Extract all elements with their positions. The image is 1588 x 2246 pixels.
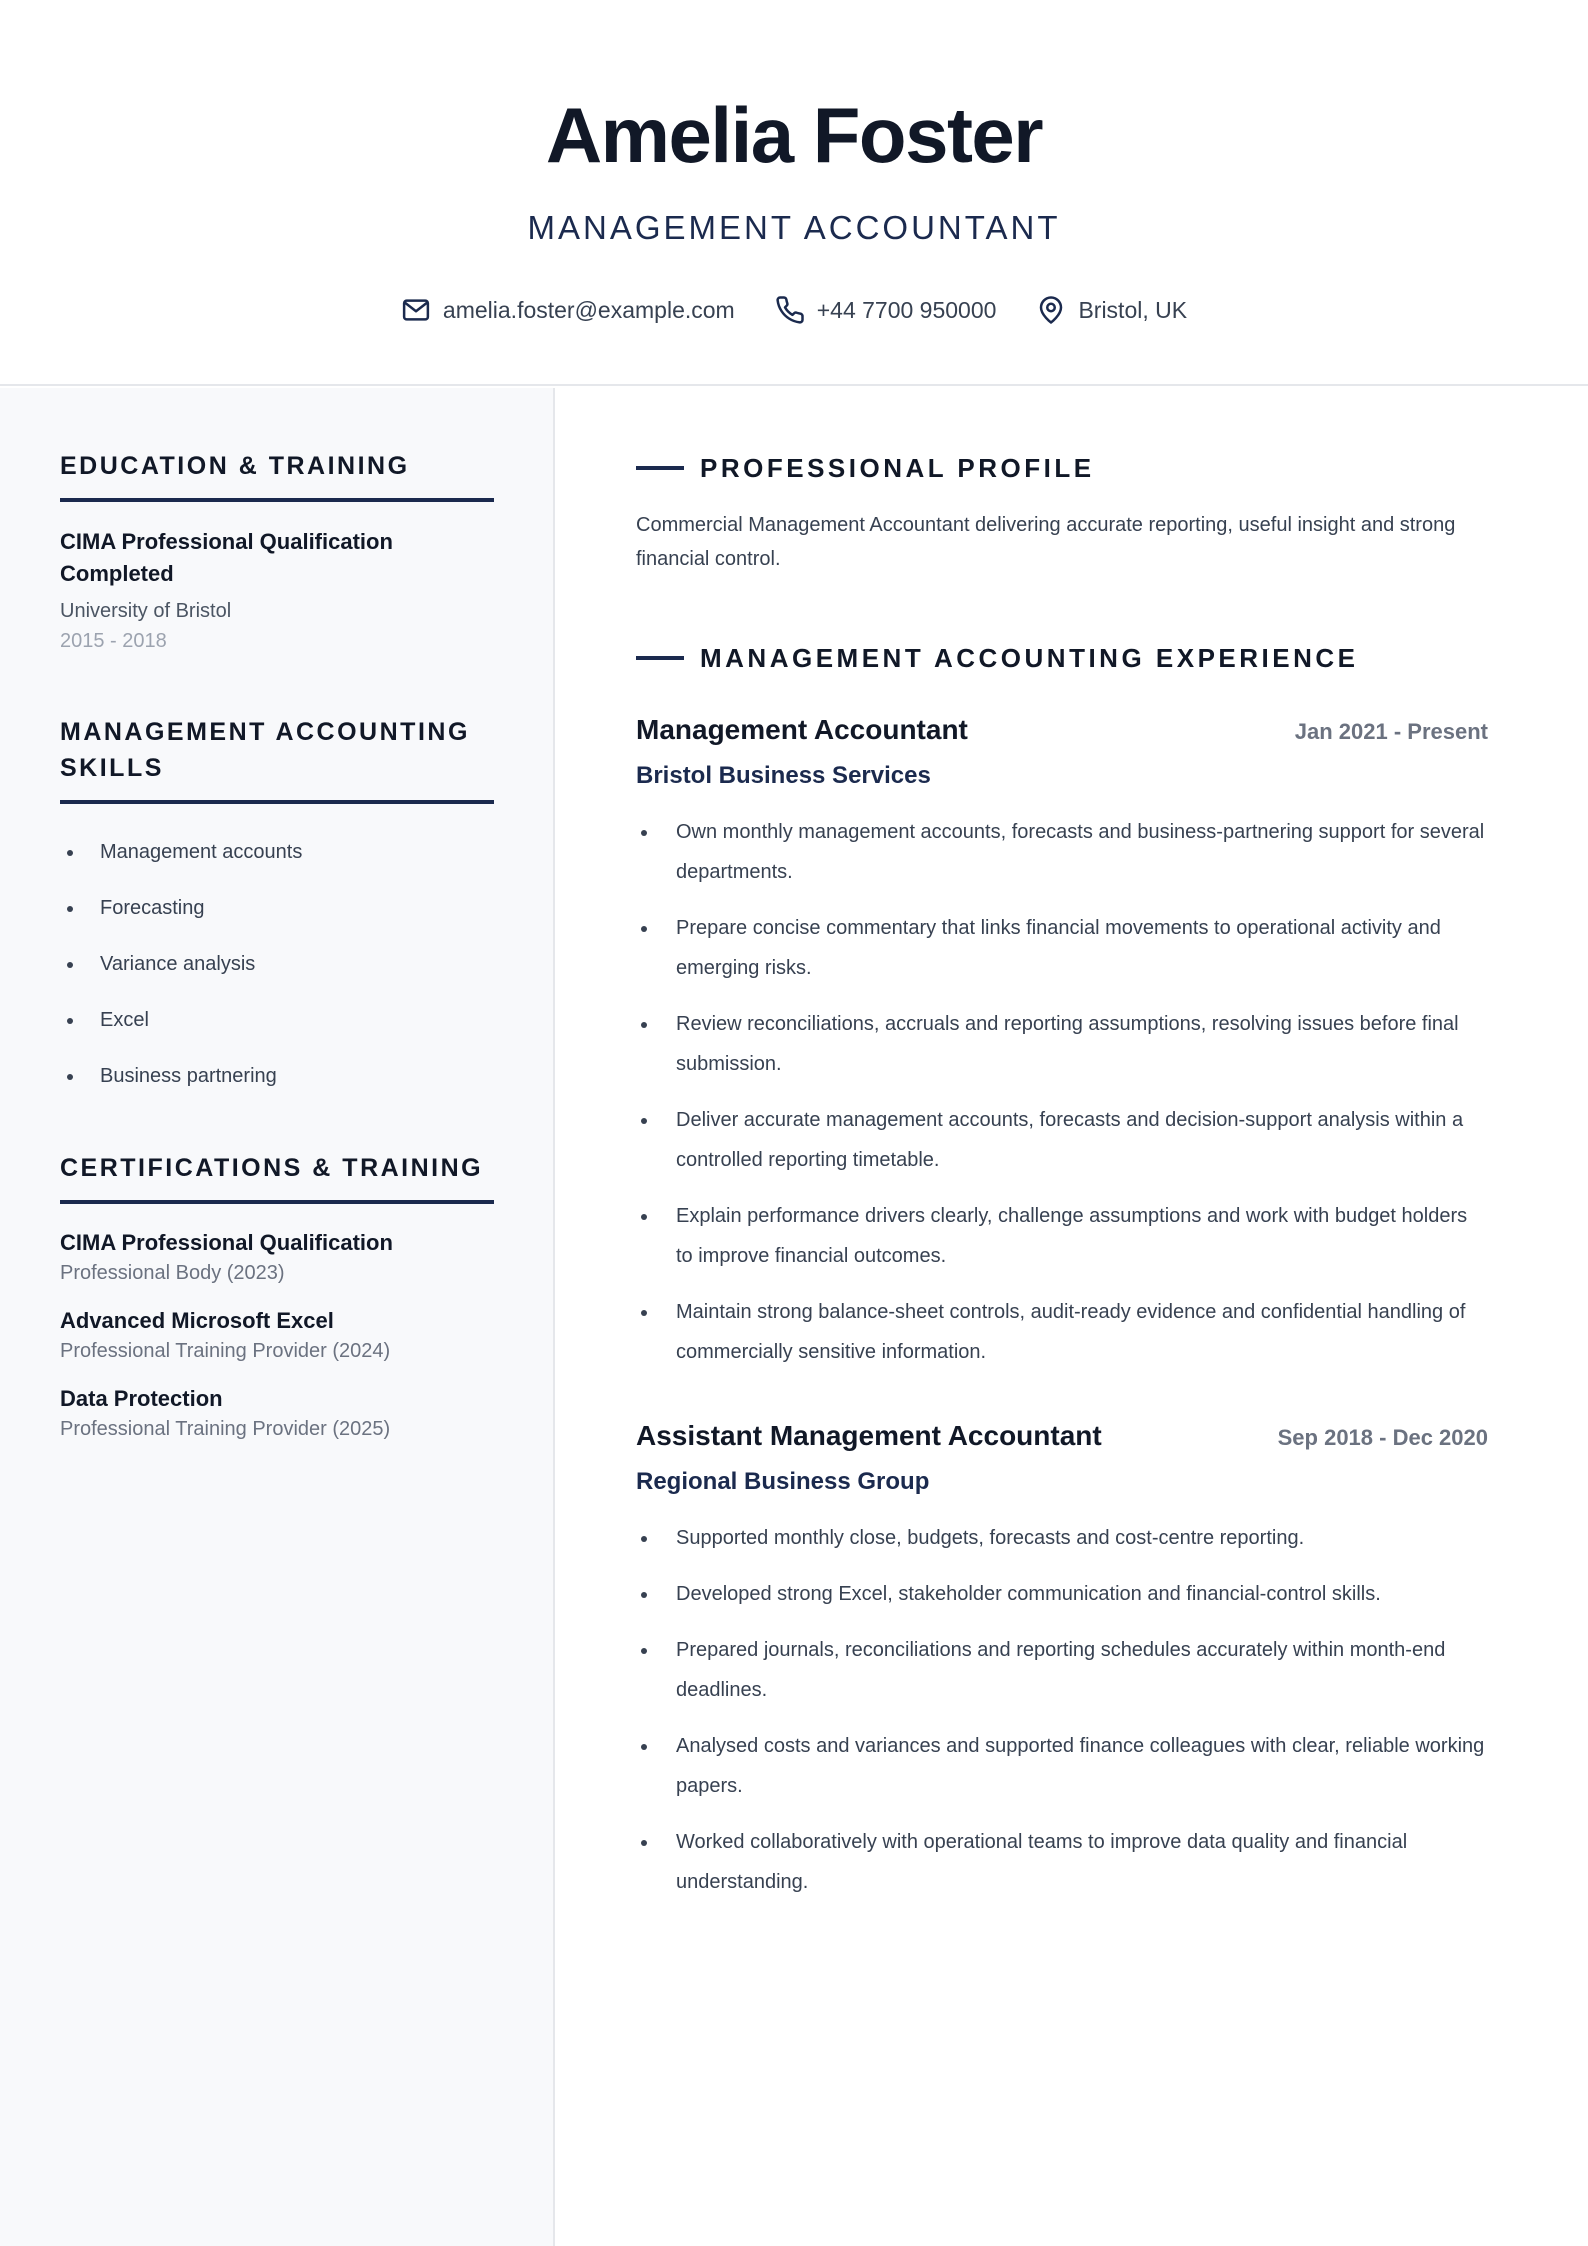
- contact-location: [1036, 292, 1187, 328]
- mail-icon: [401, 295, 431, 325]
- skills-heading: MANAGEMENT ACCOUNTING SKILLS: [60, 714, 494, 804]
- education-heading: EDUCATION & TRAINING: [60, 448, 494, 502]
- profile-heading: [636, 450, 1095, 486]
- certification-item: [60, 1384, 494, 1444]
- skill-item: Forecasting: [60, 880, 494, 936]
- certification-org: Professional Body (2023): [60, 1262, 285, 1284]
- heading-rule: [636, 656, 684, 660]
- experience-heading-text: MANAGEMENT ACCOUNTING EXPERIENCE: [700, 643, 1359, 673]
- contact-phone-text: +44 7700 950000: [816, 297, 997, 323]
- certification-name: Data Protection: [60, 1386, 223, 1411]
- job-bullet: Explain performance drivers clearly, challenge assumptions and work with budget holders to improve financial outcomes.: [636, 1196, 1488, 1276]
- job-bullet: Prepared journals, reconciliations and reporting schedules accurately within month-end deadlines.: [636, 1630, 1488, 1710]
- candidate-name: Amelia Foster: [545, 91, 1043, 179]
- job-company: Bristol Business Services: [636, 762, 931, 789]
- certification-org: Professional Training Provider (2025): [60, 1418, 391, 1440]
- candidate-role: MANAGEMENT ACCOUNTANT: [527, 209, 1061, 246]
- job-bullets: [636, 812, 1488, 1372]
- certification-item: [60, 1306, 494, 1366]
- job-bullet: Analysed costs and variances and supported finance colleagues with clear, reliable working papers.: [636, 1726, 1488, 1806]
- job-bullet: Developed strong Excel, stakeholder communication and financial-control skills.: [636, 1574, 1488, 1614]
- heading-rule: [636, 466, 684, 470]
- certification-item: [60, 1228, 494, 1288]
- skill-item: Variance analysis: [60, 936, 494, 992]
- skill-item: Excel: [60, 992, 494, 1048]
- certifications-heading: CERTIFICATIONS & TRAINING: [60, 1150, 494, 1204]
- experience-heading: [636, 640, 1359, 676]
- skill-item: Business partnering: [60, 1048, 494, 1104]
- education-school: University of Bristol: [60, 600, 232, 622]
- job-bullets: [636, 1518, 1488, 1902]
- contact-location-text: Bristol, UK: [1078, 297, 1188, 323]
- contact-bar: [0, 290, 1588, 330]
- job-title: Assistant Management Accountant: [636, 1420, 1102, 1451]
- main-content: [557, 388, 1588, 2246]
- job-bullet: Deliver accurate management accounts, forecasts and decision-support analysis within a controlled reporting timetable.: [636, 1100, 1488, 1180]
- certifications-section: [60, 1150, 494, 1444]
- contact-email-text: amelia.foster@example.com: [442, 297, 735, 323]
- profile-heading-text: PROFESSIONAL PROFILE: [700, 453, 1095, 483]
- skill-item: Management accounts: [60, 824, 494, 880]
- certification-name: Advanced Microsoft Excel: [60, 1308, 334, 1333]
- job-bullet: Worked collaboratively with operational teams to improve data quality and financial understanding.: [636, 1822, 1488, 1902]
- profile-summary: Commercial Management Accountant delivering accurate reporting, useful insight and strong financial control.: [636, 514, 1456, 570]
- job-title: Management Accountant: [636, 714, 968, 745]
- job-entry: [636, 1416, 1488, 1918]
- certification-org: Professional Training Provider (2024): [60, 1340, 391, 1362]
- resume-header: [0, 0, 1588, 386]
- job-bullet: Supported monthly close, budgets, forecasts and cost-centre reporting.: [636, 1518, 1488, 1558]
- sidebar: [0, 388, 555, 2246]
- job-company: Regional Business Group: [636, 1468, 930, 1495]
- skills-section: [60, 714, 494, 1104]
- education-section: [60, 448, 494, 656]
- job-bullet: Maintain strong balance-sheet controls, audit-ready evidence and confidential handling of commercially sensitive information.: [636, 1292, 1488, 1372]
- education-years: 2015 - 2018: [60, 630, 167, 652]
- contact-phone[interactable]: [775, 292, 997, 328]
- job-bullet: Own monthly management accounts, forecasts and business-partnering support for several departments.: [636, 812, 1488, 892]
- phone-icon: [775, 295, 805, 325]
- location-pin-icon: [1036, 295, 1066, 325]
- job-entry: [636, 710, 1488, 1388]
- certification-name: CIMA Professional Qualification: [60, 1230, 393, 1255]
- contact-email[interactable]: [401, 292, 735, 328]
- education-qualification: CIMA Professional Qualification Completed: [60, 529, 393, 586]
- job-bullet: Prepare concise commentary that links financial movements to operational activity and emerging risks.: [636, 908, 1488, 988]
- skills-list: [60, 824, 494, 1104]
- job-dates: Sep 2018 - Dec 2020: [1277, 1425, 1488, 1450]
- job-dates: Jan 2021 - Present: [1294, 719, 1488, 744]
- job-bullet: Review reconciliations, accruals and reporting assumptions, resolving issues before final submission.: [636, 1004, 1488, 1084]
